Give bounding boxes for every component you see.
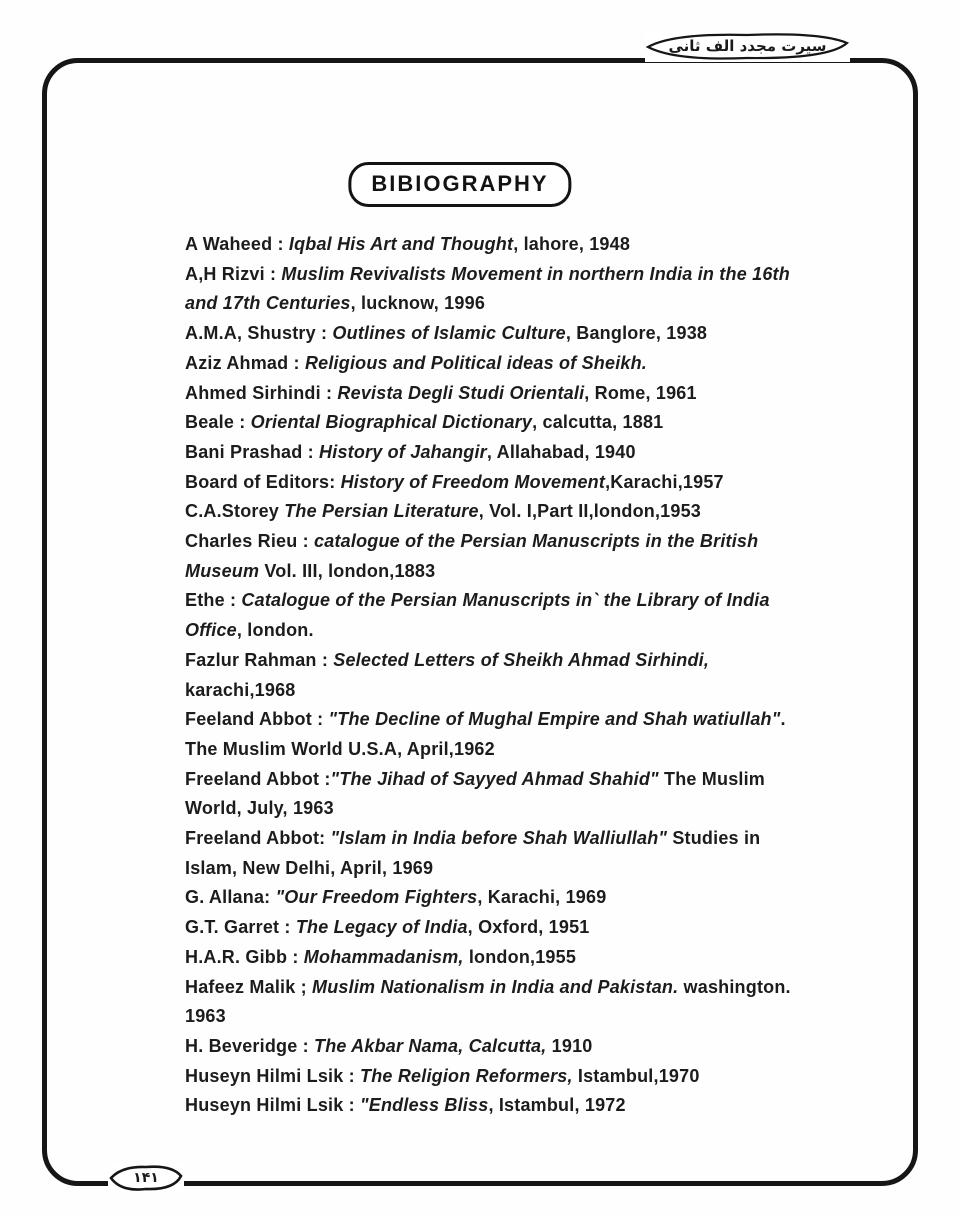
bibliography-entry: Huseyn Hilmi Lsik : The Religion Reformers, Istambul,1970	[185, 1065, 700, 1086]
header-calligraphy-text: سيرت مجدد الف ثانى	[668, 37, 827, 55]
bibliography-entry: H. Beveridge : The Akbar Nama, Calcutta, 1910	[185, 1035, 593, 1056]
bibliography-entry: A.M.A, Shustry : Outlines of Islamic Culture, Banglore, 1938	[185, 323, 708, 344]
bibliography-entry: Hafeez Malik ; Muslim Nationalism in India and Pakistan. washington. 1963	[185, 976, 791, 1027]
bibliography-entry: Ahmed Sirhindi : Revista Degli Studi Orientali, Rome, 1961	[185, 382, 697, 403]
bibliography-entry: Beale : Oriental Biographical Dictionary, calcutta, 1881	[185, 412, 664, 433]
bibliography-title-box	[348, 162, 571, 207]
bibliography-entry: Ethe : Catalogue of the Persian Manuscripts in` the Library of India Office, london.	[185, 590, 770, 641]
bibliography-entry: Bani Prashad : History of Jahangir, Allahabad, 1940	[185, 441, 636, 462]
bibliography-entry: Board of Editors: History of Freedom Movement,Karachi,1957	[185, 471, 724, 492]
bibliography-entry: Freeland Abbot :"The Jihad of Sayyed Ahmad Shahid" The Muslim World, July, 1963	[185, 768, 766, 819]
bibliography-entry: Huseyn Hilmi Lsik : "Endless Bliss, Istambul, 1972	[185, 1095, 626, 1116]
header-cartouche	[645, 30, 850, 62]
bibliography-entry: H.A.R. Gibb : Mohammadanism, london,1955	[185, 946, 577, 967]
bibliography-entry: A Waheed : Iqbal His Art and Thought, lahore, 1948	[185, 234, 631, 254]
bibliography-entry: Aziz Ahmad : Religious and Political ideas of Sheikh.	[185, 352, 648, 373]
bibliography-entry: G. Allana: "Our Freedom Fighters, Karachi, 1969	[185, 887, 607, 908]
bibliography-entry: Fazlur Rahman : Selected Letters of Sheikh Ahmad Sirhindi, karachi,1968	[185, 649, 710, 700]
footer-page-number: ۱۴۱	[133, 1170, 159, 1186]
bibliography-entry: Freeland Abbot: "Islam in India before Shah Walliullah" Studies in Islam, New Delhi, April, 1969	[185, 828, 761, 878]
bibliography-list	[185, 230, 791, 1121]
bibliography-entry: A,H Rizvi : Muslim Revivalists Movement in northern India in the 16th and 17th Centuries, lucknow, 1996	[185, 263, 790, 314]
bibliography-entry: Charles Rieu : catalogue of the Persian Manuscripts in the British Museum Vol. III, london,1883	[185, 531, 759, 581]
bibliography-entry: G.T. Garret : The Legacy of India, Oxford, 1951	[185, 917, 590, 938]
bibliography-entry: Feeland Abbot : "The Decline of Mughal Empire and Shah watiullah". The Muslim World U.S.A, April,1962	[185, 709, 786, 759]
page-title: BIBIOGRAPHY	[371, 171, 549, 196]
bibliography-entry: C.A.Storey The Persian Literature, Vol. I,Part II,london,1953	[185, 501, 702, 522]
footer-cartouche	[108, 1163, 184, 1193]
